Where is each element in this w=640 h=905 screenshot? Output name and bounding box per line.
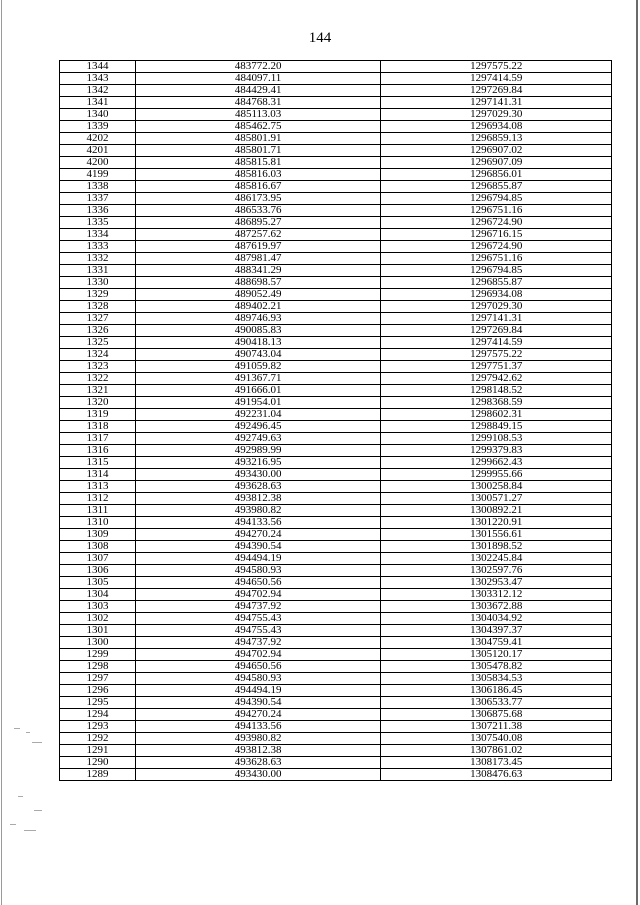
x-coordinate-cell: 492749.63 bbox=[135, 433, 381, 445]
y-coordinate-cell: 1298148.52 bbox=[381, 385, 612, 397]
y-coordinate-cell: 1299379.83 bbox=[381, 445, 612, 457]
point-number-cell: 1324 bbox=[60, 349, 136, 361]
table-row bbox=[60, 697, 612, 709]
table-row bbox=[60, 721, 612, 733]
y-coordinate-cell: 1297414.59 bbox=[381, 337, 612, 349]
table-row bbox=[60, 481, 612, 493]
point-number-cell: 1337 bbox=[60, 193, 136, 205]
x-coordinate-cell: 492989.99 bbox=[135, 445, 381, 457]
x-coordinate-cell: 486533.76 bbox=[135, 205, 381, 217]
table-row bbox=[60, 733, 612, 745]
point-number-cell: 1331 bbox=[60, 265, 136, 277]
y-coordinate-cell: 1305834.53 bbox=[381, 673, 612, 685]
y-coordinate-cell: 1300571.27 bbox=[381, 493, 612, 505]
x-coordinate-cell: 487257.62 bbox=[135, 229, 381, 241]
y-coordinate-cell: 1296751.16 bbox=[381, 205, 612, 217]
y-coordinate-cell: 1297269.84 bbox=[381, 325, 612, 337]
table-row bbox=[60, 133, 612, 145]
point-number-cell: 1335 bbox=[60, 217, 136, 229]
table-row bbox=[60, 97, 612, 109]
table-row bbox=[60, 541, 612, 553]
y-coordinate-cell: 1296859.13 bbox=[381, 133, 612, 145]
x-coordinate-cell: 485462.75 bbox=[135, 121, 381, 133]
y-coordinate-cell: 1296794.85 bbox=[381, 193, 612, 205]
y-coordinate-cell: 1302597.76 bbox=[381, 565, 612, 577]
y-coordinate-cell: 1301220.91 bbox=[381, 517, 612, 529]
x-coordinate-cell: 492496.45 bbox=[135, 421, 381, 433]
point-number-cell: 1311 bbox=[60, 505, 136, 517]
table-row bbox=[60, 613, 612, 625]
point-number-cell: 1304 bbox=[60, 589, 136, 601]
point-number-cell: 1320 bbox=[60, 397, 136, 409]
x-coordinate-cell: 490418.13 bbox=[135, 337, 381, 349]
table-row bbox=[60, 709, 612, 721]
x-coordinate-cell: 485816.03 bbox=[135, 169, 381, 181]
y-coordinate-cell: 1296716.15 bbox=[381, 229, 612, 241]
y-coordinate-cell: 1304759.41 bbox=[381, 637, 612, 649]
x-coordinate-cell: 493812.38 bbox=[135, 745, 381, 757]
y-coordinate-cell: 1301898.52 bbox=[381, 541, 612, 553]
x-coordinate-cell: 493628.63 bbox=[135, 481, 381, 493]
y-coordinate-cell: 1296907.02 bbox=[381, 145, 612, 157]
table-row bbox=[60, 61, 612, 73]
x-coordinate-cell: 493216.95 bbox=[135, 457, 381, 469]
y-coordinate-cell: 1297942.62 bbox=[381, 373, 612, 385]
point-number-cell: 1291 bbox=[60, 745, 136, 757]
x-coordinate-cell: 489746.93 bbox=[135, 313, 381, 325]
y-coordinate-cell: 1300892.21 bbox=[381, 505, 612, 517]
point-number-cell: 1303 bbox=[60, 601, 136, 613]
table-row bbox=[60, 409, 612, 421]
point-number-cell: 1338 bbox=[60, 181, 136, 193]
point-number-cell: 1295 bbox=[60, 697, 136, 709]
x-coordinate-cell: 494133.56 bbox=[135, 721, 381, 733]
y-coordinate-cell: 1297575.22 bbox=[381, 349, 612, 361]
y-coordinate-cell: 1296794.85 bbox=[381, 265, 612, 277]
x-coordinate-cell: 494133.56 bbox=[135, 517, 381, 529]
x-coordinate-cell: 494755.43 bbox=[135, 625, 381, 637]
x-coordinate-cell: 490085.83 bbox=[135, 325, 381, 337]
y-coordinate-cell: 1297575.22 bbox=[381, 61, 612, 73]
x-coordinate-cell: 494390.54 bbox=[135, 697, 381, 709]
y-coordinate-cell: 1296724.90 bbox=[381, 241, 612, 253]
x-coordinate-cell: 490743.04 bbox=[135, 349, 381, 361]
x-coordinate-cell: 488698.57 bbox=[135, 277, 381, 289]
x-coordinate-cell: 494755.43 bbox=[135, 613, 381, 625]
table-row bbox=[60, 385, 612, 397]
point-number-cell: 1302 bbox=[60, 613, 136, 625]
table-row bbox=[60, 421, 612, 433]
y-coordinate-cell: 1303672.88 bbox=[381, 601, 612, 613]
y-coordinate-cell: 1296934.08 bbox=[381, 121, 612, 133]
table-row bbox=[60, 169, 612, 181]
x-coordinate-cell: 489402.21 bbox=[135, 301, 381, 313]
table-row bbox=[60, 589, 612, 601]
point-number-cell: 1325 bbox=[60, 337, 136, 349]
y-coordinate-cell: 1306186.45 bbox=[381, 685, 612, 697]
table-row bbox=[60, 145, 612, 157]
table-row bbox=[60, 325, 612, 337]
table-row bbox=[60, 601, 612, 613]
y-coordinate-cell: 1305478.82 bbox=[381, 661, 612, 673]
table-row bbox=[60, 265, 612, 277]
x-coordinate-cell: 485801.71 bbox=[135, 145, 381, 157]
point-number-cell: 1329 bbox=[60, 289, 136, 301]
point-number-cell: 1334 bbox=[60, 229, 136, 241]
x-coordinate-cell: 494494.19 bbox=[135, 553, 381, 565]
y-coordinate-cell: 1297029.30 bbox=[381, 301, 612, 313]
table-row bbox=[60, 673, 612, 685]
table-row bbox=[60, 229, 612, 241]
y-coordinate-cell: 1299662.43 bbox=[381, 457, 612, 469]
point-number-cell: 1297 bbox=[60, 673, 136, 685]
table-row bbox=[60, 469, 612, 481]
table-row bbox=[60, 313, 612, 325]
point-number-cell: 1323 bbox=[60, 361, 136, 373]
table-row bbox=[60, 217, 612, 229]
y-coordinate-cell: 1297414.59 bbox=[381, 73, 612, 85]
point-number-cell: 1333 bbox=[60, 241, 136, 253]
table-row bbox=[60, 445, 612, 457]
x-coordinate-cell: 494650.56 bbox=[135, 661, 381, 673]
point-number-cell: 1300 bbox=[60, 637, 136, 649]
x-coordinate-cell: 491059.82 bbox=[135, 361, 381, 373]
y-coordinate-cell: 1305120.17 bbox=[381, 649, 612, 661]
table-row bbox=[60, 361, 612, 373]
table-row bbox=[60, 529, 612, 541]
x-coordinate-cell: 483772.20 bbox=[135, 61, 381, 73]
table-row bbox=[60, 625, 612, 637]
table-row bbox=[60, 517, 612, 529]
coordinates-table-body bbox=[60, 61, 612, 781]
y-coordinate-cell: 1307211.38 bbox=[381, 721, 612, 733]
x-coordinate-cell: 494650.56 bbox=[135, 577, 381, 589]
y-coordinate-cell: 1308476.63 bbox=[381, 769, 612, 781]
y-coordinate-cell: 1296934.08 bbox=[381, 289, 612, 301]
table-row bbox=[60, 553, 612, 565]
table-row bbox=[60, 253, 612, 265]
point-number-cell: 1326 bbox=[60, 325, 136, 337]
table-row bbox=[60, 373, 612, 385]
y-coordinate-cell: 1297029.30 bbox=[381, 109, 612, 121]
point-number-cell: 1314 bbox=[60, 469, 136, 481]
x-coordinate-cell: 487981.47 bbox=[135, 253, 381, 265]
y-coordinate-cell: 1298602.31 bbox=[381, 409, 612, 421]
x-coordinate-cell: 486895.27 bbox=[135, 217, 381, 229]
table-row bbox=[60, 109, 612, 121]
x-coordinate-cell: 484097.11 bbox=[135, 73, 381, 85]
y-coordinate-cell: 1302953.47 bbox=[381, 577, 612, 589]
point-number-cell: 1341 bbox=[60, 97, 136, 109]
point-number-cell: 1306 bbox=[60, 565, 136, 577]
point-number-cell: 1340 bbox=[60, 109, 136, 121]
point-number-cell: 1330 bbox=[60, 277, 136, 289]
table-row bbox=[60, 433, 612, 445]
x-coordinate-cell: 485113.03 bbox=[135, 109, 381, 121]
y-coordinate-cell: 1298368.59 bbox=[381, 397, 612, 409]
x-coordinate-cell: 486173.95 bbox=[135, 193, 381, 205]
y-coordinate-cell: 1302245.84 bbox=[381, 553, 612, 565]
x-coordinate-cell: 487619.97 bbox=[135, 241, 381, 253]
point-number-cell: 1327 bbox=[60, 313, 136, 325]
table-row bbox=[60, 637, 612, 649]
x-coordinate-cell: 493980.82 bbox=[135, 505, 381, 517]
point-number-cell: 1305 bbox=[60, 577, 136, 589]
table-row bbox=[60, 301, 612, 313]
x-coordinate-cell: 492231.04 bbox=[135, 409, 381, 421]
x-coordinate-cell: 493812.38 bbox=[135, 493, 381, 505]
x-coordinate-cell: 491367.71 bbox=[135, 373, 381, 385]
point-number-cell: 1313 bbox=[60, 481, 136, 493]
table-row bbox=[60, 745, 612, 757]
table-row bbox=[60, 349, 612, 361]
y-coordinate-cell: 1297751.37 bbox=[381, 361, 612, 373]
x-coordinate-cell: 493628.63 bbox=[135, 757, 381, 769]
table-row bbox=[60, 289, 612, 301]
point-number-cell: 1312 bbox=[60, 493, 136, 505]
point-number-cell: 1321 bbox=[60, 385, 136, 397]
x-coordinate-cell: 488341.29 bbox=[135, 265, 381, 277]
y-coordinate-cell: 1296724.90 bbox=[381, 217, 612, 229]
point-number-cell: 1343 bbox=[60, 73, 136, 85]
table-row bbox=[60, 241, 612, 253]
x-coordinate-cell: 494737.92 bbox=[135, 637, 381, 649]
point-number-cell: 1328 bbox=[60, 301, 136, 313]
x-coordinate-cell: 484429.41 bbox=[135, 85, 381, 97]
point-number-cell: 4202 bbox=[60, 133, 136, 145]
point-number-cell: 1307 bbox=[60, 553, 136, 565]
table-row bbox=[60, 181, 612, 193]
point-number-cell: 1290 bbox=[60, 757, 136, 769]
point-number-cell: 1342 bbox=[60, 85, 136, 97]
page-number: 144 bbox=[308, 30, 332, 46]
point-number-cell: 4199 bbox=[60, 169, 136, 181]
x-coordinate-cell: 493980.82 bbox=[135, 733, 381, 745]
table-row bbox=[60, 85, 612, 97]
table-row bbox=[60, 277, 612, 289]
table-row bbox=[60, 193, 612, 205]
point-number-cell: 1317 bbox=[60, 433, 136, 445]
x-coordinate-cell: 494702.94 bbox=[135, 649, 381, 661]
x-coordinate-cell: 484768.31 bbox=[135, 97, 381, 109]
y-coordinate-cell: 1297269.84 bbox=[381, 85, 612, 97]
x-coordinate-cell: 494494.19 bbox=[135, 685, 381, 697]
x-coordinate-cell: 489052.49 bbox=[135, 289, 381, 301]
x-coordinate-cell: 494270.24 bbox=[135, 529, 381, 541]
y-coordinate-cell: 1298849.15 bbox=[381, 421, 612, 433]
x-coordinate-cell: 494580.93 bbox=[135, 565, 381, 577]
page-edge-right bbox=[636, 0, 638, 905]
table-row bbox=[60, 73, 612, 85]
point-number-cell: 1336 bbox=[60, 205, 136, 217]
point-number-cell: 1315 bbox=[60, 457, 136, 469]
table-row bbox=[60, 397, 612, 409]
y-coordinate-cell: 1296856.01 bbox=[381, 169, 612, 181]
point-number-cell: 1332 bbox=[60, 253, 136, 265]
point-number-cell: 1293 bbox=[60, 721, 136, 733]
point-number-cell: 1319 bbox=[60, 409, 136, 421]
x-coordinate-cell: 494737.92 bbox=[135, 601, 381, 613]
y-coordinate-cell: 1296855.87 bbox=[381, 181, 612, 193]
table-row bbox=[60, 661, 612, 673]
y-coordinate-cell: 1297141.31 bbox=[381, 313, 612, 325]
scan-artifacts bbox=[4, 720, 54, 850]
table-row bbox=[60, 121, 612, 133]
x-coordinate-cell: 493430.00 bbox=[135, 469, 381, 481]
point-number-cell: 1289 bbox=[60, 769, 136, 781]
x-coordinate-cell: 485815.81 bbox=[135, 157, 381, 169]
y-coordinate-cell: 1301556.61 bbox=[381, 529, 612, 541]
x-coordinate-cell: 491666.01 bbox=[135, 385, 381, 397]
y-coordinate-cell: 1306875.68 bbox=[381, 709, 612, 721]
y-coordinate-cell: 1308173.45 bbox=[381, 757, 612, 769]
x-coordinate-cell: 494270.24 bbox=[135, 709, 381, 721]
table-row bbox=[60, 505, 612, 517]
point-number-cell: 1322 bbox=[60, 373, 136, 385]
y-coordinate-cell: 1304034.92 bbox=[381, 613, 612, 625]
point-number-cell: 1309 bbox=[60, 529, 136, 541]
y-coordinate-cell: 1300258.84 bbox=[381, 481, 612, 493]
y-coordinate-cell: 1296907.09 bbox=[381, 157, 612, 169]
x-coordinate-cell: 485816.67 bbox=[135, 181, 381, 193]
y-coordinate-cell: 1296751.16 bbox=[381, 253, 612, 265]
x-coordinate-cell: 494580.93 bbox=[135, 673, 381, 685]
table-row bbox=[60, 577, 612, 589]
x-coordinate-cell: 491954.01 bbox=[135, 397, 381, 409]
y-coordinate-cell: 1307540.08 bbox=[381, 733, 612, 745]
y-coordinate-cell: 1307861.02 bbox=[381, 745, 612, 757]
point-number-cell: 1339 bbox=[60, 121, 136, 133]
table-row bbox=[60, 337, 612, 349]
table-row bbox=[60, 769, 612, 781]
table-row bbox=[60, 685, 612, 697]
point-number-cell: 1299 bbox=[60, 649, 136, 661]
x-coordinate-cell: 493430.00 bbox=[135, 769, 381, 781]
y-coordinate-cell: 1296855.87 bbox=[381, 277, 612, 289]
table-row bbox=[60, 457, 612, 469]
table-row bbox=[60, 157, 612, 169]
point-number-cell: 4200 bbox=[60, 157, 136, 169]
x-coordinate-cell: 485801.91 bbox=[135, 133, 381, 145]
point-number-cell: 1292 bbox=[60, 733, 136, 745]
page-edge-left bbox=[1, 0, 2, 905]
y-coordinate-cell: 1299955.66 bbox=[381, 469, 612, 481]
point-number-cell: 1294 bbox=[60, 709, 136, 721]
point-number-cell: 4201 bbox=[60, 145, 136, 157]
point-number-cell: 1318 bbox=[60, 421, 136, 433]
point-number-cell: 1298 bbox=[60, 661, 136, 673]
y-coordinate-cell: 1299108.53 bbox=[381, 433, 612, 445]
point-number-cell: 1301 bbox=[60, 625, 136, 637]
y-coordinate-cell: 1306533.77 bbox=[381, 697, 612, 709]
table-row bbox=[60, 565, 612, 577]
x-coordinate-cell: 494702.94 bbox=[135, 589, 381, 601]
point-number-cell: 1308 bbox=[60, 541, 136, 553]
point-number-cell: 1344 bbox=[60, 61, 136, 73]
table-row bbox=[60, 493, 612, 505]
point-number-cell: 1310 bbox=[60, 517, 136, 529]
x-coordinate-cell: 494390.54 bbox=[135, 541, 381, 553]
point-number-cell: 1316 bbox=[60, 445, 136, 457]
table-row bbox=[60, 649, 612, 661]
y-coordinate-cell: 1303312.12 bbox=[381, 589, 612, 601]
point-number-cell: 1296 bbox=[60, 685, 136, 697]
table-row bbox=[60, 757, 612, 769]
y-coordinate-cell: 1297141.31 bbox=[381, 97, 612, 109]
y-coordinate-cell: 1304397.37 bbox=[381, 625, 612, 637]
coordinates-table bbox=[59, 60, 612, 781]
table-row bbox=[60, 205, 612, 217]
